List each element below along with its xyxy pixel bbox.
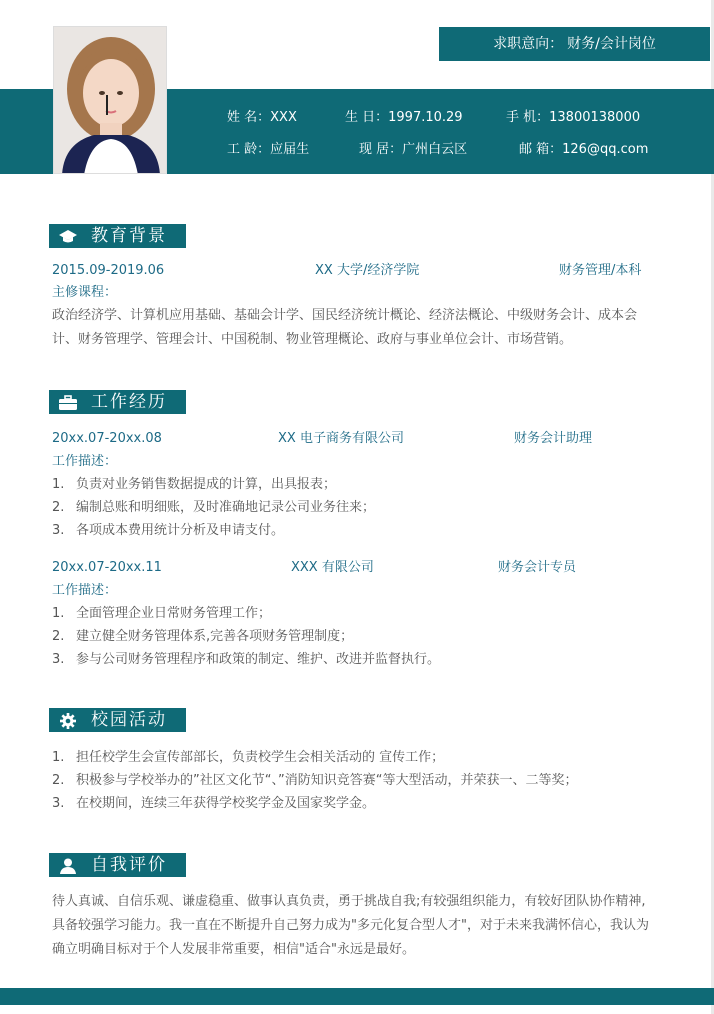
profile-photo (53, 26, 167, 174)
job1-role: 财务会计助理 (514, 431, 593, 446)
list-item-num: 3. (52, 652, 65, 667)
education-school: XX 大学/经济学院 (315, 263, 420, 278)
section-campus-label: 校园活动 (91, 710, 167, 730)
list-item-text: 积极参与学校举办的”社区文化节“、”消防知识竞答赛“等大型活动，并荣获一、二等奖； (76, 773, 578, 788)
list-item-num: 1. (52, 477, 65, 492)
info-birthday (345, 109, 463, 127)
info-phone-value: 13800138000 (549, 110, 641, 125)
list-item-text: 参与公司财务管理程序和政策的制定、维护、改进并监督执行。 (76, 652, 441, 667)
list-item-text: 编制总账和明细账，及时准确地记录公司业务往来； (76, 500, 376, 515)
info-experience (227, 141, 309, 159)
info-birthday-value: 1997.10.29 (388, 110, 463, 125)
info-residence-value: 广州白云区 (402, 142, 468, 157)
user-icon (59, 857, 77, 873)
job2-role: 财务会计专员 (498, 560, 577, 575)
info-phone-label: 手 机： (506, 110, 550, 125)
info-phone (506, 109, 640, 127)
list-item (52, 522, 284, 540)
list-item (52, 628, 353, 646)
info-experience-value: 应届生 (270, 142, 310, 157)
education-major: 财务管理/本科 (559, 263, 642, 278)
list-item-num: 2. (52, 629, 65, 644)
list-item-text: 全面管理企业日常财务管理工作； (76, 606, 272, 621)
info-name (227, 109, 297, 127)
list-item (52, 772, 577, 790)
section-work-label: 工作经历 (91, 392, 167, 412)
list-item-num: 1. (52, 606, 65, 621)
education-period: 2015.09-2019.06 (52, 263, 165, 278)
section-self-title (49, 853, 186, 877)
job1-desc-label: 工作描述： (52, 454, 118, 469)
info-email (519, 141, 648, 159)
info-email-label: 邮 箱： (519, 142, 563, 157)
job2-desc-label: 工作描述： (52, 583, 118, 598)
info-birthday-label: 生 日： (345, 110, 389, 125)
list-item-num: 3. (52, 523, 65, 538)
list-item-text: 担任校学生会宣传部部长，负责校学生会相关活动的 宣传工作； (76, 750, 445, 765)
section-education-title (49, 224, 186, 248)
list-item-num: 2. (52, 500, 65, 515)
list-item-text: 建立健全财务管理体系,完善各项财务管理制度； (76, 629, 354, 644)
info-email-value: 126@qq.com (562, 142, 649, 157)
self-evaluation-text: 待人真诚、自信乐观、谦虚稳重、做事认真负责，勇于挑战自我;有较强组织能力，有较好团队协作精神,具备较强学习能力。我一直在不断提升自己努力成为"多元化复合型人才"，对于未来我满怀信心，我认为确立明确目标对于个人发展非常重要，相信"适合"永远是最好。 (52, 894, 649, 957)
courses-text: 政治经济学、计算机应用基础、基础会计学、国民经济统计概论、经济法概论、中级财务会计、成本会计、财务管理学、管理会计、中国税制、物业管理概论、政府与事业单位会计、市场营销。 (52, 308, 638, 347)
list-item-num: 1. (52, 750, 65, 765)
list-item-text: 在校期间，连续三年获得学校奖学金及国家奖学金。 (76, 796, 376, 811)
gear-icon (59, 712, 77, 728)
list-item-text: 负责对业务销售数据提成的计算，出具报表； (76, 477, 337, 492)
footer-band (0, 988, 714, 1005)
info-residence-label: 现 居： (359, 142, 403, 157)
courses-label: 主修课程： (52, 285, 118, 300)
job-intent-value: 财务/会计岗位 (567, 36, 656, 52)
job1-company: XX 电子商务有限公司 (278, 431, 404, 446)
section-self-label: 自我评价 (91, 855, 167, 875)
list-item-text: 各项成本费用统计分析及申请支付。 (76, 523, 285, 538)
info-name-label: 姓 名： (227, 110, 271, 125)
list-item-num: 2. (52, 773, 65, 788)
section-campus-title (49, 708, 186, 732)
info-experience-label: 工 龄： (227, 142, 271, 157)
job-intent-box (439, 27, 710, 61)
list-item (52, 749, 444, 767)
section-work-title (49, 390, 186, 414)
graduation-cap-icon (59, 228, 77, 244)
list-item (52, 476, 336, 494)
list-item (52, 651, 440, 669)
job1-period: 20xx.07-20xx.08 (52, 431, 162, 446)
list-item (52, 605, 271, 623)
info-residence (359, 141, 467, 159)
briefcase-icon (59, 394, 77, 410)
list-item (52, 795, 375, 813)
job2-company: XXX 有限公司 (291, 560, 374, 575)
job-intent-label: 求职意向： (493, 36, 564, 52)
section-education-label: 教育背景 (91, 226, 167, 246)
list-item-num: 3. (52, 796, 65, 811)
list-item (52, 499, 375, 517)
info-name-value: XXX (270, 110, 297, 125)
job2-period: 20xx.07-20xx.11 (52, 560, 162, 575)
